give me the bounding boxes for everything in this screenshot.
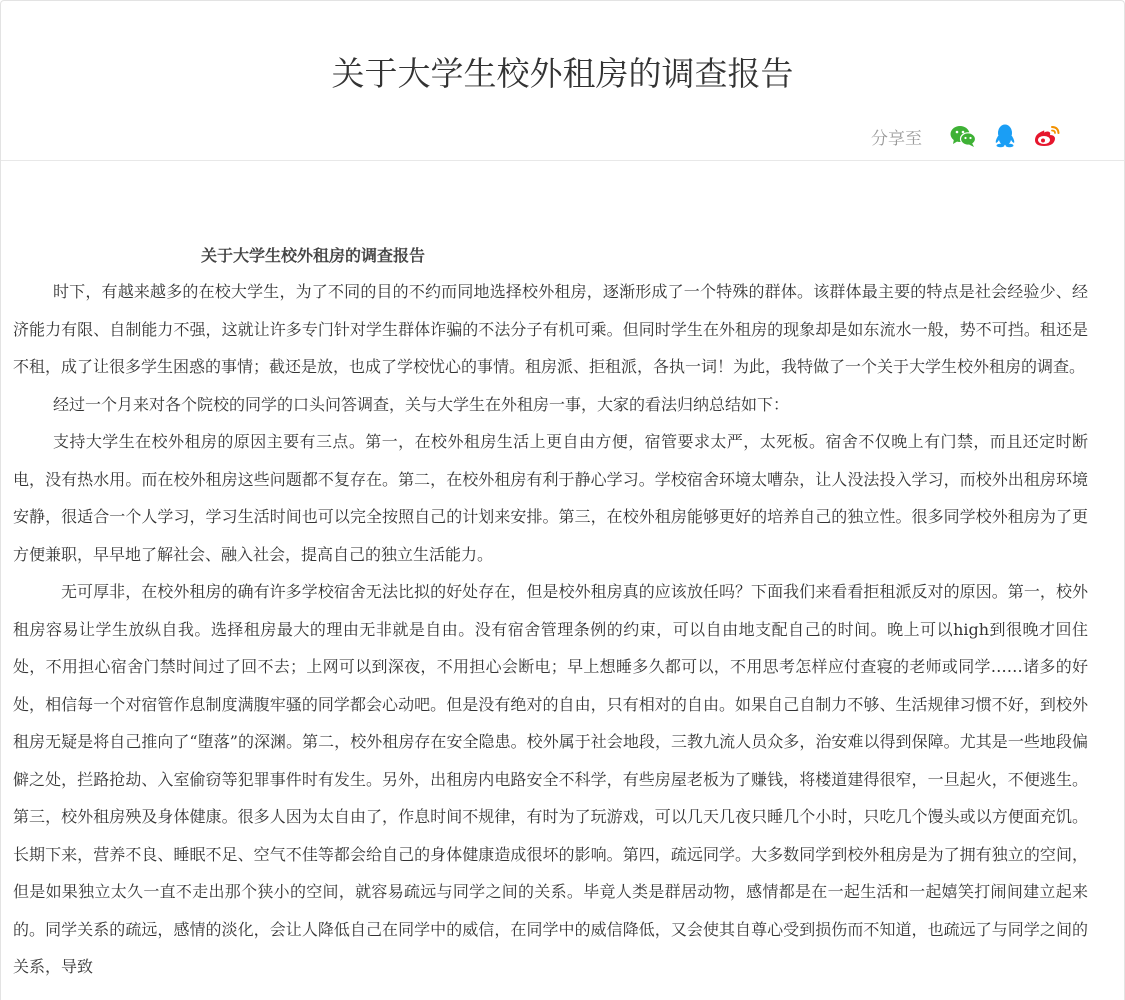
page-title: 关于大学生校外租房的调查报告 xyxy=(331,54,794,93)
share-label: 分享至 xyxy=(871,128,922,149)
wechat-icon[interactable] xyxy=(948,121,978,151)
qq-icon[interactable] xyxy=(990,121,1020,151)
article-header xyxy=(1,1,1124,161)
paragraph: 时下，有越来越多的在校大学生，为了不同的目的不约而同地选择校外租房，逐渐形成了一个特殊的群体。该群体最主要的特点是社会经验少、经济能力有限、自制能力不强，这就让许多专门针对学生群体诈骗的不法分子有机可乘。但同时学生在外租房的现象却是如东流水一般，势不可挡。租还是不租，成了让很多学生困惑的事情；截还是放，也成了学校忧心的事情。租房派、拒租派，各执一词！为此，我特做了一个关于大学生校外租房的调查。 xyxy=(13,282,1088,376)
article-body xyxy=(1,161,1124,986)
weibo-icon[interactable] xyxy=(1032,121,1062,151)
paragraph: 无可厚非，在校外租房的确有许多学校宿舍无法比拟的好处存在，但是校外租房真的应该放任吗？下面我们来看看拒租派反对的原因。第一，校外租房容易让学生放纵自我。选择租房最大的理由无非就是自由。没有宿舍管理条例的约束，可以自由地支配自己的时间。晚上可以high到很晚才回住处，不用担心宿舍门禁时间过了回不去；上网可以到深夜，不用担心会断电；早上想睡多久都可以，不用思考怎样应付查寝的老师或同学……诸多的好处，相信每一个对宿管作息制度满腹牢骚的同学都会心动吧。但是没有绝对的自由，只有相对的自由。如果自己自制力不够、生活规律习惯不好，到校外租房无疑是将自己推向了“堕落”的深渊。第二，校外租房存在安全隐患。校外属于社会地段，三教九流人员众多，治安难以得到保障。尤其是一些地段偏僻之处，拦路抢劫、入室偷窃等犯罪事件时有发生。另外，出租房内电路安全不科学，有些房屋老板为了赚钱，将楼道建得很窄，一旦起火，不便逃生。第三，校外租房殃及身体健康。很多人因为太自由了，作息时间不规律，有时为了玩游戏，可以几天几夜只睡几个小时，只吃几个馒头或以方便面充饥。长期下来，营养不良、睡眠不足、空气不佳等都会给自己的身体健康造成很坏的影响。第四，疏远同学。大多数同学到校外租房是为了拥有独立的空间，但是如果独立太久一直不走出那个狭小的空间，就容易疏远与同学之间的关系。毕竟人类是群居动物，感情都是在一起生活和一起嬉笑打闹间建立起来的。同学关系的疏远，感情的淡化，会让人降低自己在同学中的威信，在同学中的威信降低，又会使其自尊心受到损伤而不知道，也疏远了与同学之间的关系，导致 xyxy=(13,582,1088,976)
document-heading: 关于大学生校外租房的调查报告 xyxy=(201,246,426,265)
paragraph: 支持大学生在校外租房的原因主要有三点。第一，在校外租房生活上更自由方便，宿管要求太严，太死板。宿舍不仅晚上有门禁，而且还定时断电，没有热水用。而在校外租房这些问题都不复存在。第二，在校外租房有利于静心学习。学校宿舍环境太嘈杂，让人没法投入学习，而校外出租房环境安静，很适合一个人学习，学习生活时间也可以完全按照自己的计划来安排。第三，在校外租房能够更好的培养自己的独立性。很多同学校外租房为了更方便兼职，早早地了解社会、融入社会，提高自己的独立生活能力。 xyxy=(13,432,1088,564)
share-bar xyxy=(871,119,1062,153)
paragraph: 经过一个月来对各个院校的同学的口头问答调查，关与大学生在外租房一事，大家的看法归纳总结如下： xyxy=(53,394,790,414)
